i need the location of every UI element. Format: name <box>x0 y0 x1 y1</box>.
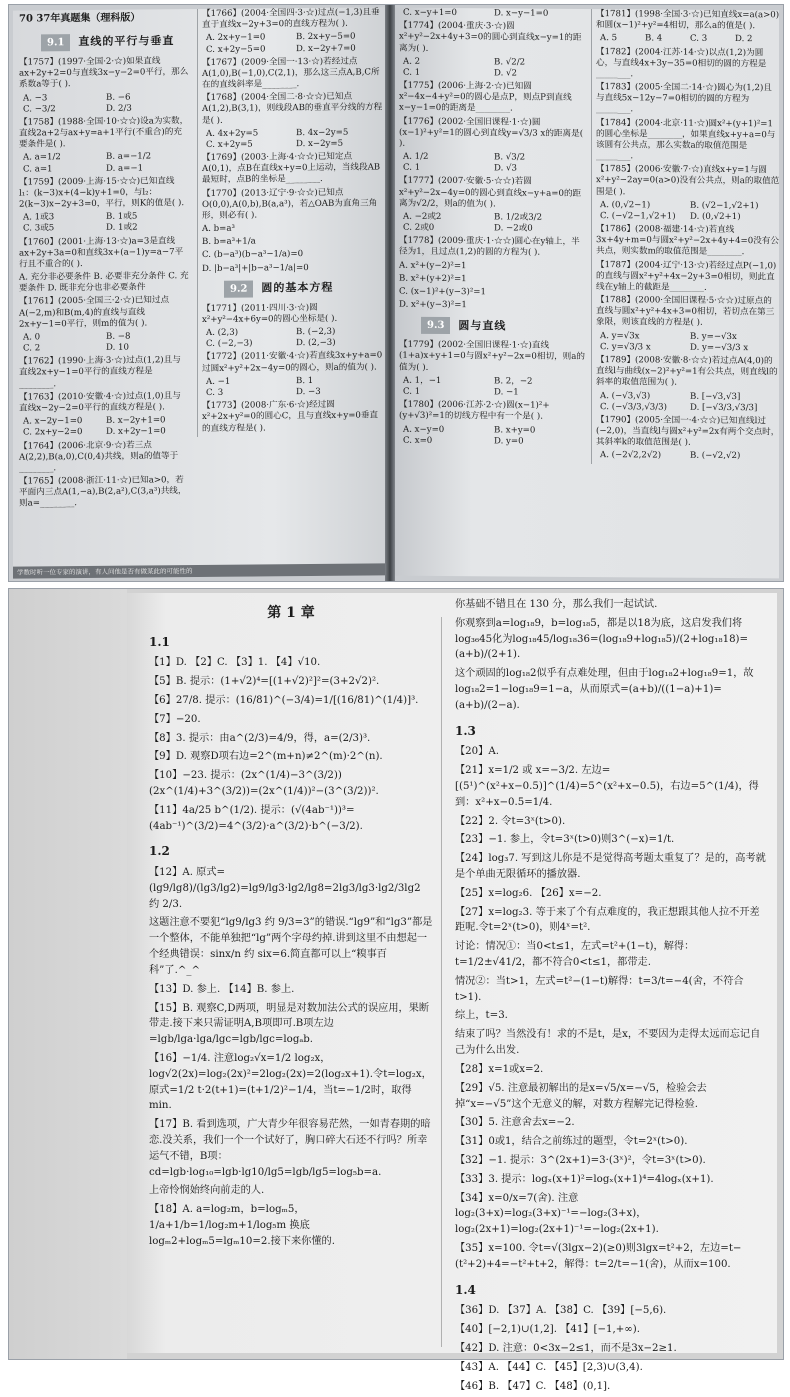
answer-options <box>399 8 585 20</box>
option: D. y=0 <box>494 436 524 447</box>
answer-options <box>202 127 386 151</box>
answer-sheet <box>127 593 777 1392</box>
problem-text: 【1787】(2004·辽宁·13·☆)若经过点P(−1,0)的直线与圆x²+y²+4x−2y+3=0相切，则此直线在y轴上的截距是________. <box>596 259 777 293</box>
section-heading <box>224 279 386 297</box>
answer-entry: 【36】D. 【37】A. 【38】C. 【39】[−5,6). <box>455 1305 667 1317</box>
answer-entry: 【46】B. 【47】C. 【48】(0,1]. <box>455 1380 611 1392</box>
answer-options <box>19 331 189 355</box>
option: B. (√2−1,√2+1) <box>690 200 759 211</box>
option: B. 1/2或3/2 <box>494 212 543 223</box>
problem-text: 【1760】(2001·上海·13·☆)a=3是直线ax+2y+3a=0和直线3x+(a−1)y=a−7平行且不重合的( ). <box>19 235 184 270</box>
option: C. x−y+1=0 <box>403 7 457 19</box>
subsection-title: 1.1 <box>149 634 170 649</box>
section-number: 9.2 <box>224 280 253 297</box>
option: B. 2x+y−5=0 <box>296 31 356 43</box>
answer-entry: 【34】x=0/x=7(舍). 注意log₂(3+x)=log₂(3+x)⁻¹=−log₂(3+x)，log₂(2x+1)=log₂(2x+1)⁻¹=−log₂(2x+1). <box>455 1192 659 1236</box>
option: D. (0,√2+1) <box>690 211 741 222</box>
problem-text: 【1772】(2011·安徽·4·☆)若直线3x+y+a=0过圆x²+y²+2x−4y=0的圆心，则a的值为( ). <box>202 350 383 374</box>
option: A. 1，−1 <box>403 375 442 386</box>
option: A. x−y=0 <box>403 424 445 435</box>
option: A. 2 <box>403 56 421 67</box>
page-footer-strip: 学数时听一位专家的演讲，有人问他是否有做某此的可能性的 <box>13 563 397 578</box>
problem-text: 【1764】(2006·北京·9·☆)若三点A(2,2),B(a,0),C(0,4)共线，则a的值等于________. <box>19 439 179 474</box>
option: A. (−√3,√3) <box>600 390 651 401</box>
problem-text: 【1773】(2008·广东·6·☆)经过圆x²+2x+y²=0的圆心C，且与直线x+y=0垂直的直线方程是( ). <box>202 399 379 434</box>
option: A. 4x+2y=5 <box>206 128 259 139</box>
right-page-column-1 <box>399 8 585 450</box>
option: A. −2或2 <box>403 211 442 222</box>
option: A. 1/2 <box>403 151 429 162</box>
answer-entry: 【20】A. <box>455 746 499 758</box>
problem-text: 【1785】(2006·安徽·7·☆)直线x+y=1与圆x²+y²−2ay=0(a>0)没有公共点，则a的取值范围是( ). <box>596 164 780 197</box>
problem-text: 【1780】(2006·江苏·2·☆)圆(x−1)²+(y+√3)²=1的切线方程中有一个是( ). <box>399 399 550 423</box>
problem-text: 【1771】(2011·四川·3·☆)圆x²+y²−4x+6y=0的圆心坐标是( ). <box>202 302 338 325</box>
problem-text: D. |b−a³|+|b−a³−1/a|=0 <box>202 262 309 274</box>
option: D. 1或2 <box>106 222 138 234</box>
answer-entry: 【40】[−2,1)∪(1,2]. 【41】[−1,+∞). <box>455 1324 640 1336</box>
section-heading <box>41 33 189 51</box>
option: B. y=−√3x <box>690 331 737 342</box>
option: C. x=0 <box>403 435 433 446</box>
option: B. x−2y+1=0 <box>106 415 166 426</box>
problem-text: B. x²+(y+2)²=1 <box>399 273 467 284</box>
problem-text: 【1761】(2005·全国三·2·☆)已知过点A(−2,m)和B(m,4)的直线与直线2x+y−1=0平行，则m的值为( ). <box>19 295 170 330</box>
answer-entry: 【12】A. 原式=(lg9/lg8)/(lg3/lg2)=lg9/lg3·lg2/lg8=2lg3/lg3·lg2/3lg2 约 2/3. <box>149 867 421 910</box>
answer-entry: 【22】2. 令t=3ˣ(t>0). <box>455 815 566 827</box>
option: A. 1或3 <box>23 212 55 223</box>
option: B. 4x−2y=5 <box>296 127 349 138</box>
option: C. 1 <box>403 386 421 397</box>
answer-page-photo <box>8 588 784 1392</box>
answer-entry: 【5】B. 提示：(1+√2)⁴=[(1+√2)²]²=(3+2√2)². <box>149 676 380 688</box>
answer-entry: 【43】A. 【44】C. 【45】[2,3)∪(3,4). <box>455 1361 643 1373</box>
answer-entry: 【11】4a/25 b^(1/2). 提示：(√(4ab⁻¹))³=(4ab⁻¹)^(3/2)=4^(3/2)·a^(3/2)·b^(−3/2). <box>149 804 363 832</box>
option: B. x+y=0 <box>494 424 536 436</box>
option: C. x+2y−5=0 <box>206 43 266 55</box>
answer-options <box>596 331 780 355</box>
option: D. a=−1 <box>106 163 144 174</box>
option: C. 2或0 <box>403 222 435 234</box>
answer-entry: 【18】A. a=log₂m，b=logₘ5，1/a+1/b=1/log₂m+1/log₅m 换底 logₘ2+logₘ5=lgₘ10=2.接下来你懂的. <box>149 1204 335 1247</box>
facing-page-edge <box>9 589 127 1359</box>
option: B. (−2,3) <box>296 326 336 338</box>
option: B. 1 <box>296 375 314 386</box>
option: D. −1 <box>494 387 519 398</box>
section-number: 9.3 <box>421 317 450 334</box>
problem-text: 【1778】(2009·重庆·1·☆☆)圆心在y轴上，半径为1，且过点(1,2)的圆的方程为( ). <box>399 235 580 259</box>
problem-text: 【1786】(2008·福建·14·☆)若直线3x+4y+m=0与圆x²+y²−2x+4y+4=0没有公共点，则实数m的取值范围是________. <box>596 224 779 258</box>
problem-text: 【1783】(2005·全国二·14·☆)圆心为(1,2)且与直线5x−12y−7=0相切的圆的方程为________. <box>596 82 772 115</box>
problem-text: A. x²+(y−2)²=1 <box>399 260 467 271</box>
option: C. a=1 <box>23 163 53 175</box>
answer-options <box>596 33 780 45</box>
option: A. 5 <box>600 33 618 44</box>
problem-text: C. (x−1)²+(y−3)²=1 <box>399 286 486 298</box>
answer-entry: 【33】3. 提示：logₓ(x+1)²=logₓ(x+1)⁴=4logₓ(x+1). <box>455 1173 714 1185</box>
section-title: 直线的平行与垂直 <box>78 34 175 49</box>
option: B. √2/2 <box>494 57 526 68</box>
problem-text: 【1759】(2009·上海·15·☆☆)已知直线l₁：(k−3)x+(4−k)y+1=0，与l₂：2(k−3)x−2y+3=0，平行，则K的值是( ). <box>19 175 185 210</box>
answer-entry: 综上，t=3. <box>455 1010 508 1022</box>
problem-text: 【1768】(2004·全国二·8·☆☆)已知点A(1,2),B(3,1)，则线段AB的垂直平分线的方程是( ). <box>202 91 383 126</box>
answer-entry: 【6】27/8. 提示：(16/81)^(−3/4)=1/[(16/81)^(1/4)]³. <box>149 694 419 706</box>
option: C. (−√3/3,√3/3) <box>600 401 667 413</box>
problem-text: 【1789】(2008·安徽·8·☆☆)若过点A(4,0)的直线l与曲线(x−2)²+y²=1有公共点，则直线l的斜率的取值范围为( ). <box>596 355 778 388</box>
option: C. y=√3/3 x <box>600 341 651 353</box>
option: C. −3/2 <box>23 103 56 115</box>
option: C. 2 <box>23 343 41 354</box>
answer-entry: 情况②：当t>1，左式=t²−(1−t)解得：t=3/t=−4(舍，不符合t>1). <box>455 975 744 1003</box>
option: B. 2，−2 <box>494 376 533 387</box>
problem-text: 【1775】(2006·上海·2·☆)已知圆x²−4x−4+y²=0的圆心是点P，则点P到直线x−y−1=0的距离是________. <box>399 80 572 114</box>
answer-entry: 你基础不错且在 130 分，那么我们一起试试. <box>455 599 658 610</box>
problem-text: 【1781】(1998·全国·3·☆)已知直线x=a(a>0)和圆(x−1)²+y²=4相切，那么a的值是( ). <box>596 9 780 32</box>
problem-text: 【1788】(2000·全国旧课程·5·☆☆)过原点的直线与圆x²+y²+4x+3=0相切，若切点在第三象限，则该直线的方程是( ). <box>596 295 775 329</box>
option: D. y=−√3/3 x <box>690 342 749 353</box>
option: D. 2/3 <box>106 103 132 114</box>
problem-text: D. x²+(y−3)²=1 <box>399 299 467 311</box>
problem-text: 【1763】(2010·安徽·4·☆)过点(1,0)且与直线x−2y−2=0平行的直线方程是( ). <box>19 390 181 414</box>
answer-entry: 【7】−20. <box>149 713 201 725</box>
answer-entry: 上帝怜悯始终向前走的人. <box>149 1185 265 1197</box>
option: C. 3 <box>690 34 708 45</box>
book-spine <box>385 5 395 581</box>
answer-entry: 【25】x=log₂6. 【26】x=−2. <box>455 887 602 899</box>
problem-text: A. b=a³ <box>202 223 235 235</box>
option: C. (−2,−3) <box>206 338 253 350</box>
subsection-title: 1.3 <box>455 723 476 738</box>
answer-entry: 【30】5. 注意舍去x=−2. <box>455 1117 575 1129</box>
answer-options <box>202 375 386 399</box>
option: D. x−2y+7=0 <box>296 43 356 54</box>
answer-entry: 【10】−23. 提示：(2x^(1/4)−3^(3/2))(2x^(1/4)+3^(3/2))=(2x^(1/4))²−(3^(3/2))². <box>149 770 379 797</box>
option: B. −6 <box>106 92 131 103</box>
answer-entry: 结束了吗？当然没有！求的不是t，是x，不要因为走得太远而忘记自己为什么出发. <box>455 1029 761 1057</box>
option: C. 2x+y−2=0 <box>23 427 83 438</box>
answer-entry: 【32】−1. 提示：3^(2x+1)=3·(3ˣ)²，令t=3ˣ(t>0). <box>455 1154 706 1166</box>
option: A. (0,√2−1) <box>600 199 651 211</box>
option: B. 4 <box>645 33 663 44</box>
option: B. [−√3,√3] <box>690 391 741 402</box>
problem-text: 【1774】(2004·重庆·3·☆)圆x²+y²−2x+4y+3=0的圆心到直线x−y=1的距离为( ). <box>399 20 582 54</box>
right-page-column-2 <box>591 9 780 465</box>
option: A. −1 <box>206 376 231 387</box>
answers-left-column <box>149 599 433 1253</box>
option: B. a=−1/2 <box>106 151 152 163</box>
answer-options <box>202 32 386 56</box>
answer-entry: 【1】D. 【2】C. 【3】1. 【4】√10. <box>149 657 321 669</box>
answer-options <box>19 92 189 116</box>
answer-entry: 【17】B. 看到选项，广大青少年很容易茫然，一如青春期的暗恋.没关系，我们一个一个试好了，胸口碎大石还不行吗？所幸运气不错，B项：cd=lgb·log₁₀=lgb·lg10/lg5=lgb/lg5=log₅b=a. <box>149 1119 431 1178</box>
option: A. x−2y−1=0 <box>23 416 83 427</box>
answer-entry: 【8】3. 提示：由a^(2/3)=4/9，得，a=(2/3)³. <box>149 732 371 744</box>
option: A. a=1/2 <box>23 152 61 163</box>
option: C. 3或5 <box>23 223 55 234</box>
answer-entry: 讨论：情况①：当0<t≤1，左式=t²+(1−t)，解得：t=1/2±√41/2，都不符合0<t≤1，都带走. <box>455 941 695 969</box>
problem-text: 【1776】(2002·全国旧课程·1·☆)圆(x−1)²+y²=1的圆心到直线y=√3/3 x的距离是( ). <box>399 116 584 149</box>
page-header: 70 37年真题集（理科版） <box>19 12 141 25</box>
option: A. −3 <box>23 92 48 104</box>
option: A. (−2√2,2√2) <box>600 450 662 461</box>
answer-options <box>399 424 585 448</box>
answer-entry: 【28】x=1或x=2. <box>455 1063 544 1075</box>
answer-options <box>596 450 780 462</box>
option: C. 1 <box>403 162 421 174</box>
problem-text: 【1777】(2007·安徽·5·☆☆)若圆x²+y²−2x−4y=0的圆心到直线x−y+a=0的距离为√2/2，则a的值为( ). <box>399 176 582 210</box>
section-number: 9.1 <box>41 34 70 51</box>
answer-options <box>19 211 189 235</box>
problem-text: 【1779】(2002·全国旧课程·1·☆)直线(1+a)x+y+1=0与圆x²+y²−2x=0相切，则a的值为( ). <box>399 339 585 373</box>
problem-text: 【1758】(1988·全国·10·☆☆)设a为实数，直线2a+2与ax+y=a+1平行(不重合)的充要条件是( ). <box>19 115 189 150</box>
option: D. x−2y=5 <box>296 138 344 150</box>
option: A. (2,3) <box>206 327 239 339</box>
answer-entry: 你观察到a=log₁₈9，b=log₁₈5，都是以18为底，这启发我们将log₃₆45化为log₁₈45/log₁₈36=(log₁₈9+log₁₈5)/(2+log₁₈18)=(a+b)/(2+1). <box>455 617 749 661</box>
answer-entry: 【13】D. 参上. 【14】B. 参上. <box>149 983 295 995</box>
answer-entry: 这个顽固的log₁₈2似乎有点难处理，但由于log₁₈2+log₁₈9=1，故log₁₈2=1−log₁₈9=1−a，从而原式=(a+b)/((1−a)+1)=(a+b)/(2−a). <box>455 668 754 711</box>
answer-entry: 【23】−1. 参上，令t=3ˣ(t>0)则3^(−x)=1/t. <box>455 834 675 846</box>
answer-options <box>399 56 585 80</box>
answer-options <box>399 376 585 400</box>
answer-entry: 【24】log₃7. 写到这儿你是不是觉得高考题太重复了？是的，高考就是个单曲无限循环的播放器. <box>455 853 766 880</box>
left-page <box>13 7 385 578</box>
option: B. −8 <box>106 331 131 342</box>
option: C. 3 <box>206 387 224 398</box>
section-title: 圆的基本方程 <box>261 280 334 295</box>
answer-entry: 【21】x=1/2 或 x=−3/2. 左边=[(5¹)^(x²+x−0.5)]^(1/4)=5^(x²+x−0.5)，右边=5^(1/4)，得到：x²+x−0.5=1/4. <box>455 765 759 808</box>
problem-text: A. 充分非必要条件 B. 必要非充分条件 C. 充要条件 D. 既非充分也非必要条件 <box>19 271 189 294</box>
subsection-title: 1.4 <box>455 1282 476 1297</box>
right-page <box>395 8 779 579</box>
problem-text: 【1770】(2013·辽宁·9·☆☆)已知点O(0,0),A(0,b),B(a,a³)，若△OAB为直角三角形，则必有( ). <box>202 187 378 221</box>
answer-options <box>399 152 585 176</box>
answer-entry: 【16】−1/4. 注意log₂√x=1/2 log₂x，log√2(2x)=log₂(2x)²=2log₂(2x)=2(log₂x+1).令t=log₂x，原式=1/2 t·2(t+1)=(t+1/2)²−1/4，当t=−1/2时，取得min. <box>149 1052 432 1112</box>
answer-entry: 【35】x=100. 令t=√(3lgx−2)(≥0)则3lgx=t²+2，左边=t−(t²+2)+4=−t²+t+2，解得：t=2/t=−1(舍)，从而x=100. <box>455 1243 742 1270</box>
option: D. −2或0 <box>494 223 533 234</box>
option: C. x+2y=5 <box>206 139 253 150</box>
option: A. y=√3x <box>600 330 640 342</box>
answer-entry: 【9】D. 观察D项右边=2^(m+n)≠2^(m)·2^(n). <box>149 751 383 763</box>
problem-text: 【1782】(2004·江苏·14·☆)以点(1,2)为圆心，与直线4x+3y−35=0相切的圆的方程是________. <box>596 46 767 80</box>
answer-entry: 【42】D. 注意：0<3x−2≤1，而不是3x−2≥1. <box>455 1342 677 1354</box>
option: D. −3 <box>296 386 321 398</box>
answer-options <box>596 391 780 415</box>
subsection-title: 1.2 <box>149 844 170 859</box>
problem-text: C. (b−a³)(b−a³−1/a)=0 <box>202 249 304 261</box>
problem-text: 【1784】(2004·北京·11·☆)圆x²+(y+1)²=1的圆心坐标是________，如果直线x+y+a=0与该圆有公共点，那么实数a的取值范围是________. <box>596 117 776 162</box>
chapter-title: 第 1 章 <box>267 605 315 621</box>
problem-text: 【1769】(2003·上海·4·☆☆)已知定点A(0,1)，点B在直线x+y=0上运动，当线段AB最短时，点B的坐标是________. <box>202 151 381 186</box>
option: D. √3 <box>494 163 517 174</box>
option: D. 2 <box>735 34 753 45</box>
option: C. (−√2−1,√2+1) <box>600 211 676 222</box>
answer-entry: 【31】0或1，结合之前练过的题型，令t=2ˣ(t>0). <box>455 1136 688 1148</box>
problem-spread-photo <box>8 4 784 582</box>
option: B. √3/2 <box>494 152 526 163</box>
option: D. x−y−1=0 <box>494 8 549 19</box>
option: D. √2 <box>494 68 517 79</box>
option: D. (2,−3) <box>296 338 336 349</box>
answer-options <box>399 212 585 236</box>
answer-options <box>19 415 189 439</box>
option: A. 2x+y−1=0 <box>206 32 266 44</box>
left-page-column-1 <box>19 27 189 512</box>
problem-text: 【1762】(1990·上海·3·☆)过点(1,2)且与直线2x+y−1=0平行的直线方程是________. <box>19 355 181 390</box>
option: D. x+2y−1=0 <box>106 426 166 438</box>
option: C. 1 <box>403 67 421 78</box>
option: D. 10 <box>106 342 129 353</box>
problem-text: 【1765】(2008·浙江·11·☆)已知a>0，若平面内三点A(1,−a),B(2,a²),C(3,a³)共线，则a=________. <box>19 475 187 509</box>
problem-text: 【1790】(2005·全国一·4·☆☆)已知直线l过(−2,0)，当直线l与圆x²+y²=2x有两个交点时，其斜率k的取值范围是( ). <box>596 414 780 448</box>
option: D. [−√3/3,√3/3] <box>690 402 758 413</box>
answers-right-column <box>455 597 767 1397</box>
problem-text: 【1766】(2004·全国四·3·☆)过点(−1,3)且垂直于直线x−2y+3=0的直线方程为( ). <box>202 7 380 31</box>
answer-options <box>596 200 780 224</box>
problem-text: 【1767】(2009·全国一·13·☆)若经过点A(1,0),B(−1,0),C(2,1)，那么这三点A,B,C所在的直线斜率是________. <box>202 56 380 91</box>
left-page-column-2 <box>197 7 386 436</box>
option: A. 0 <box>23 332 41 343</box>
answer-options <box>19 151 189 175</box>
answer-entry: 【29】√5. 注意最初解出的是x=√5/x=−√5，检验会去掉“x=−√5”这个无意义的解，对数方程解完记得检验. <box>455 1082 707 1110</box>
option: B. 1或5 <box>106 211 138 223</box>
section-heading <box>421 317 585 335</box>
problem-text: B. b=a³+1/a <box>202 236 256 248</box>
section-title: 圆与直线 <box>458 318 507 333</box>
answer-entry: 【15】B. 观察C,D两项，明显是对数加法公式的误应用，果断带走.接下来只需证明A,B项即可.B项左边=lgb/lga·lga/lgc=lgb/lgc=logₐb. <box>149 1002 430 1046</box>
answer-entry: 【27】x=log₂3. 等于来了个有点难度的，我正想跟其他人拉不开差距呢.令t=2ˣ(t>0)，则4ˣ=t². <box>455 906 760 934</box>
problem-text: 【1757】(1997·全国·2·☆)如果直线ax+2y+2=0与直线3x−y−2=0平行，那么系数a等于( ). <box>19 56 189 90</box>
column-divider <box>441 617 442 1347</box>
answer-entry: 这题注意不要犯“lg9/lg3 约 9/3=3”的错误.“lg9”和“lg3”都是一个整体，不能单独把“lg”两个字母约掉.讲到这里不由想起一个经典错误：sinx/n 约 six=6.简直都可以上“糗事百科”了.^_^ <box>149 917 433 976</box>
option: B. (−√2,√2) <box>690 451 741 462</box>
answer-options <box>202 326 386 350</box>
